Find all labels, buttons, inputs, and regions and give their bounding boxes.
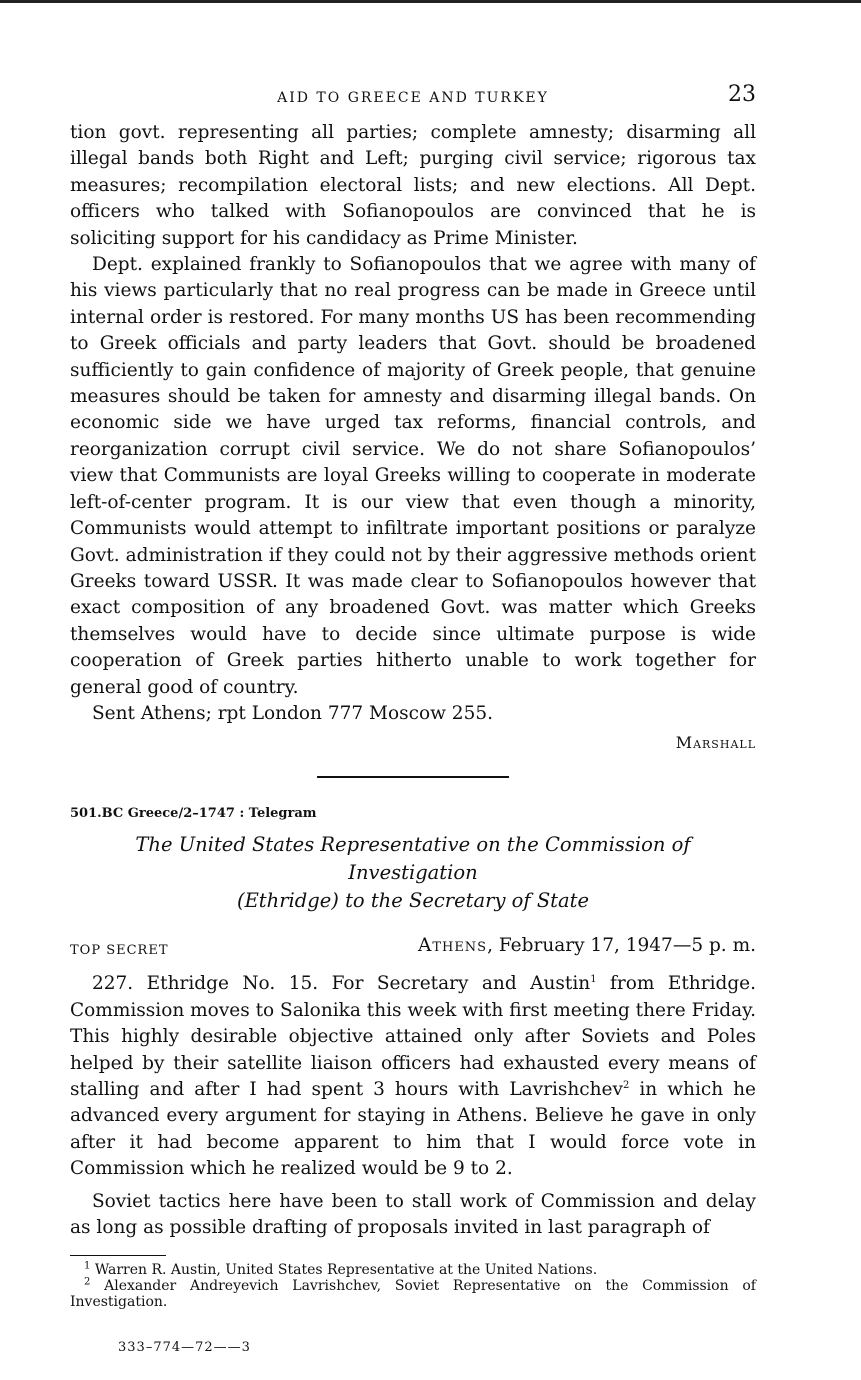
dateline [418, 935, 756, 956]
footnotes [70, 1262, 756, 1310]
main-text [70, 120, 756, 727]
footnote-mark: 1 [84, 1260, 91, 1272]
page-number: 23 [728, 82, 756, 107]
page-header [70, 80, 756, 120]
signature-marshall: Marshall [675, 733, 756, 753]
heading-line-2: (Ethridge) to the Secretary of State [236, 889, 590, 913]
section-divider [317, 776, 509, 778]
footnote-1 [70, 1262, 756, 1278]
telegram-paragraph-2: Soviet tactics here have been to stall work of Commission and delay as long as possible drafting of proposals invited in last paragraph of [70, 1190, 756, 1238]
telegram-text [70, 971, 756, 1241]
text-run: from Ethridge. Commission moves to Salonika this week with first meeting there Friday. This highly desirable objective attained only after Soviets and Poles helped by their satellite liaison officers had exhausted every means of stalling and after I had spent 3 hours with Lavrishchev [70, 973, 756, 1100]
running-title: AID TO GREECE AND TURKEY [277, 90, 549, 106]
document-page [70, 80, 756, 1355]
dateline-date: , February 17, 1947—5 p. m. [487, 935, 756, 957]
paragraph: Dept. explained frankly to Sofianopoulos that we agree with many of his views particularly that no real progress can be made in Greece until internal order is restored. For many months US has been recommending to Greek officials and party leaders that Govt. should be broadened sufficiently to gain confidence of majority of Greek people, that genuine measures should be taken for amnesty and disarming illegal bands. On economic side we have urged tax reforms, financial controls, and reorganization corrupt civil service. We do not share Sofianopoulos’ view that Communists are loyal Greeks willing to cooperate in moderate left-of-center program. It is our view that even though a minority, Communists would attempt to infiltrate important positions or paralyze Govt. administration if they could not by their aggressive methods orient Greeks toward USSR. It was made clear to Sofianopoulos however that exact composition of any broadened Govt. was matter which Greeks themselves would have to decide since ultimate purpose is wide cooperation of Greek parties hitherto unable to work together for general good of country. [70, 254, 756, 698]
footnote-text: Warren R. Austin, United States Representative at the United Nations. [94, 1262, 598, 1279]
footnote-2 [70, 1278, 756, 1310]
heading-line-1: The United States Representative on the Commission of Investigation [135, 833, 691, 885]
footnote-ref-1[interactable]: 1 [590, 974, 597, 986]
classification-line [70, 935, 756, 963]
footnote-text: Alexander Andreyevich Lavrishchev, Soviet Representative on the Commission of Investigation. [70, 1278, 756, 1311]
footnote-mark: 2 [84, 1276, 91, 1288]
text-run: in which he advanced every argument for staying in Athens. Believe he gave in only after it had become apparent to him that I would force vote in Commission which he realized would be 9 to 2. [70, 1078, 757, 1180]
dateline-city: Athens [417, 935, 488, 957]
telegram-paragraph-1 [70, 971, 756, 1182]
classification: TOP SECRET [70, 943, 169, 959]
text-run: 227. Ethridge No. 15. For Secretary and Austin [92, 973, 591, 995]
document-reference: 501.BC Greece/2–1747 : Telegram [70, 806, 317, 822]
footnote-divider [70, 1255, 166, 1256]
page-top-border [0, 0, 861, 3]
paragraph-continued: tion govt. representing all parties; complete amnesty; disarming all illegal bands both Right and Left; purging civil service; rigorous tax measures; recompilation electoral lists; and new elections. All Dept. officers who talked with Sofianopoulos are convinced that he is soliciting support for his candidacy as Prime Minister. [70, 122, 756, 249]
footnote-ref-2[interactable]: 2 [622, 1079, 630, 1091]
document-heading [70, 831, 756, 915]
paragraph-sent-line: Sent Athens; rpt London 777 Moscow 255. [92, 702, 493, 724]
print-code: 333–774—72——3 [118, 1340, 251, 1356]
